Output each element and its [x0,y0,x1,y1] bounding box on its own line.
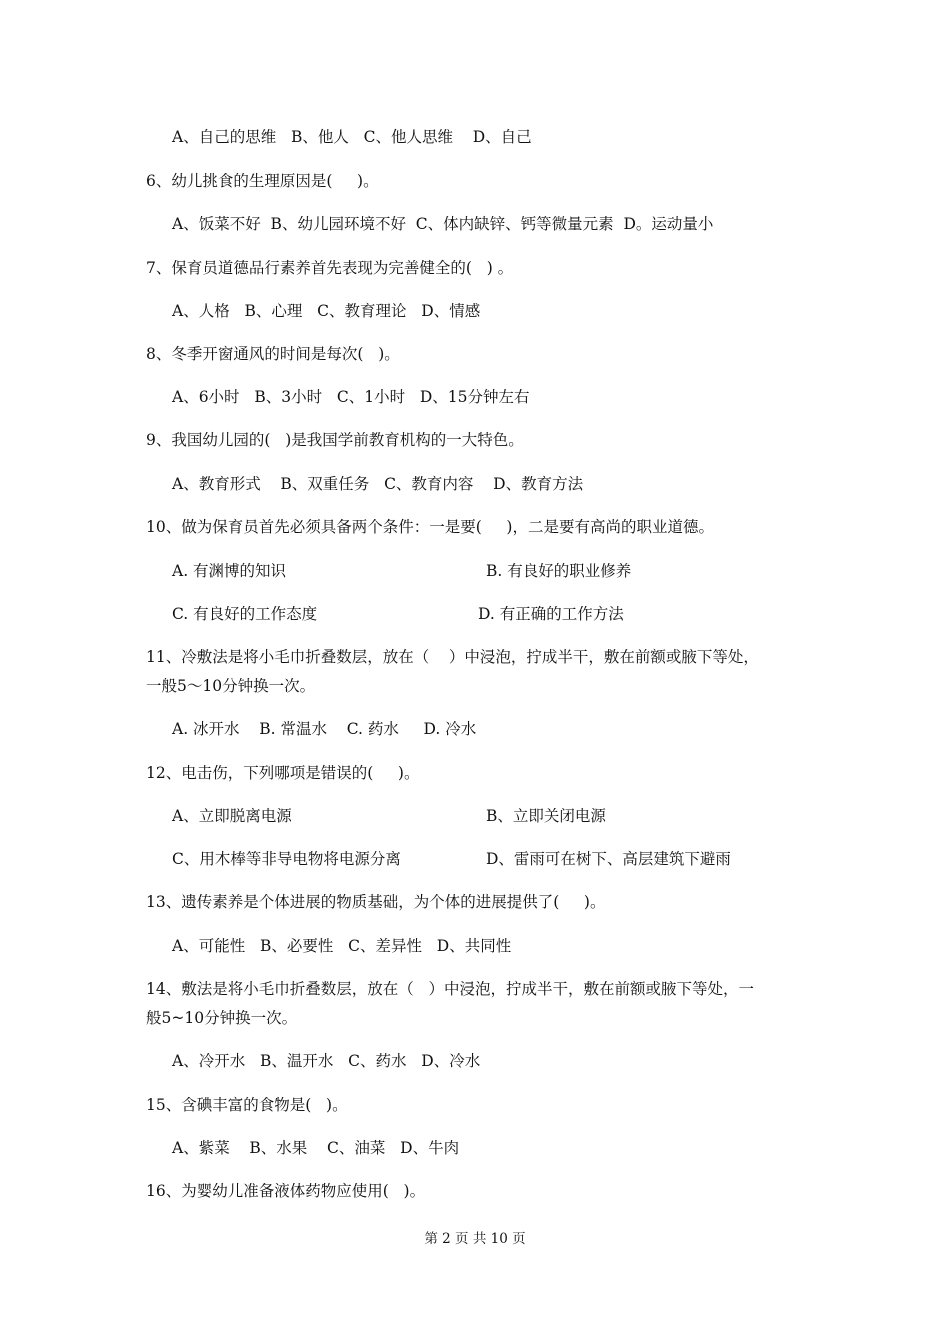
q10-option-b: B. 有良好的职业修养 [486,562,632,580]
q9-options: A、教育形式 B、双重任务 C、教育内容 D、教育方法 [172,475,584,493]
q14-options: A、冷开水 B、温开水 C、药水 D、冷水 [172,1052,481,1070]
q12-option-a: A、立即脱离电源 [172,807,292,825]
q12-option-d: D、雷雨可在树下、高层建筑下避雨 [486,850,731,868]
question-8: 8、冬季开窗通风的时间是每次( )。 [146,345,400,363]
q13-options: A、可能性 B、必要性 C、差异性 D、共同性 [172,937,512,955]
q15-options: A、紫菜 B、水果 C、油菜 D、牛肉 [172,1139,460,1157]
question-11-cont: 一般5～10分钟换一次。 [146,677,316,695]
page-number-footer: 第 2 页 共 10 页 [424,1231,526,1247]
q12-option-c: C、用木棒等非导电物将电源分离 [172,850,401,868]
q11-options: A. 冰开水 B. 常温水 C. 药水 D. 冷水 [172,720,477,738]
q8-options: A、6小时 B、3小时 C、1小时 D、15分钟左右 [172,388,530,406]
q7-options: A、人格 B、心理 C、教育理论 D、情感 [172,302,481,320]
question-6: 6、幼儿挑食的生理原因是( )。 [146,172,379,190]
question-11: 11、冷敷法是将小毛巾折叠数层，放在（ ）中浸泡，拧成半干，敷在前额或腋下等处， [146,648,759,666]
question-10: 10、做为保育员首先必须具备两个条件：一是要( )，二是要有高尚的职业道德。 [146,518,714,536]
q5-options: A、自己的思维 B、他人 C、他人思维 D、自己 [172,128,532,146]
q10-option-c: C. 有良好的工作态度 [172,605,318,623]
question-14: 14、敷法是将小毛巾折叠数层，放在（ ）中浸泡，拧成半干，敷在前额或腋下等处，一 [146,980,755,998]
q10-option-a: A. 有渊博的知识 [172,562,287,580]
question-14-cont: 般5~10分钟换一次。 [146,1009,298,1027]
question-16: 16、为婴幼儿准备液体药物应使用( )。 [146,1182,426,1200]
question-9: 9、我国幼儿园的( )是我国学前教育机构的一大特色。 [146,431,524,449]
question-15: 15、含碘丰富的食物是( )。 [146,1096,348,1114]
question-12: 12、电击伤，下列哪项是错误的( )。 [146,764,420,782]
question-7: 7、保育员道德品行素养首先表现为完善健全的( ) 。 [146,259,514,277]
q6-options: A、饭菜不好 B、幼儿园环境不好 C、体内缺锌、钙等微量元素 D。运动量小 [172,215,714,233]
question-13: 13、遗传素养是个体进展的物质基础，为个体的进展提供了( )。 [146,893,606,911]
q10-option-d: D. 有正确的工作方法 [478,605,624,623]
q12-option-b: B、立即关闭电源 [486,807,606,825]
